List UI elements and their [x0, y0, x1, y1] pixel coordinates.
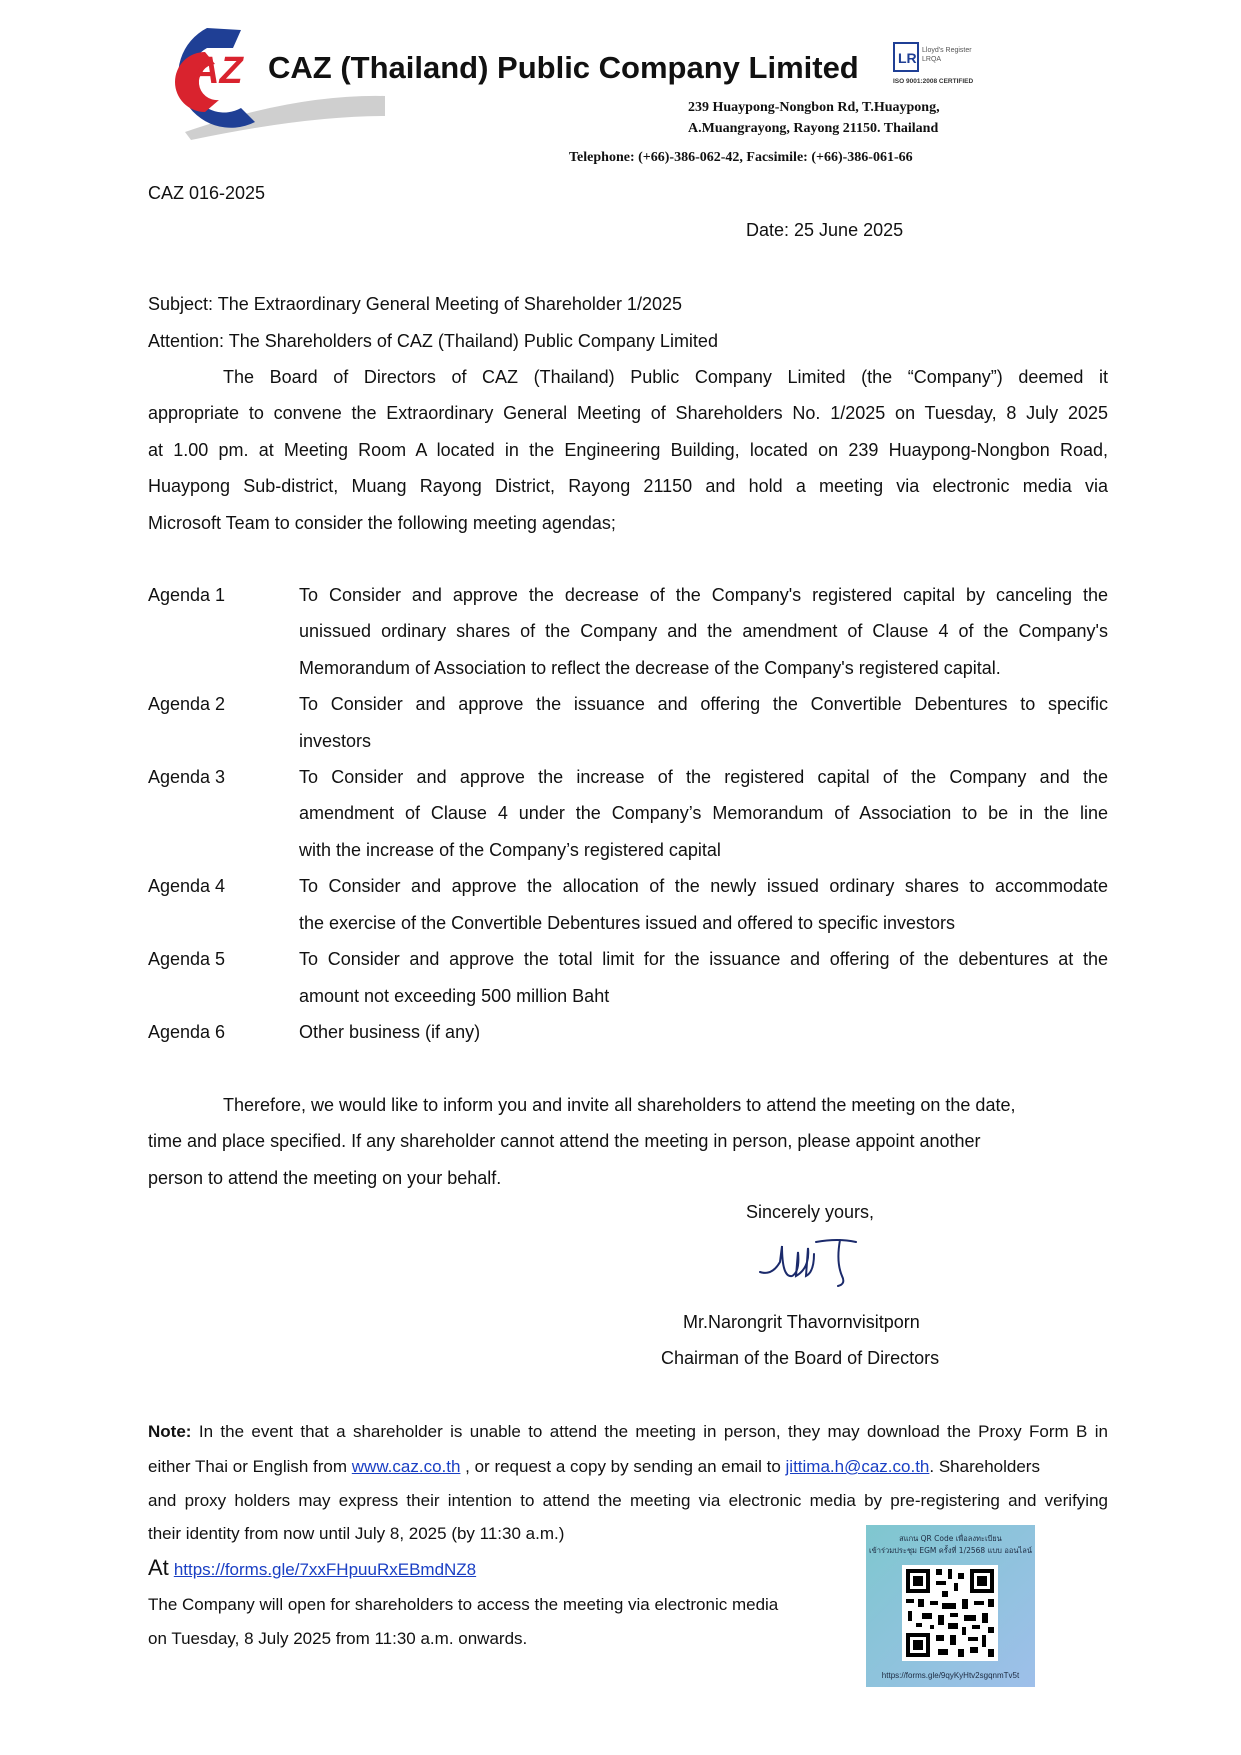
note-line: and proxy holders may express their intention to attend the meeting via electronic media by pre-registering and verifying [148, 1491, 1108, 1510]
note-text: . Shareholders [929, 1457, 1040, 1476]
note-text: In the event that a shareholder is unable to attend the meeting in person, they may download the Proxy Form B in [198, 1422, 1108, 1441]
note-line [148, 1420, 1108, 1444]
intro-line: Huaypong Sub-district, Muang Rayong District, Rayong 21150 and hold a meeting via electronic media via [148, 476, 1108, 496]
closing-line: time and place specified. If any shareholder cannot attend the meeting in person, please appoint another [148, 1131, 981, 1151]
contact-line: Telephone: (+66)-386-062-42, Facsimile: (+66)-386-061-66 [569, 150, 913, 165]
company-logo [145, 24, 390, 148]
attention-line: Attention: The Shareholders of CAZ (Thailand) Public Company Limited [148, 331, 718, 351]
qr-caption-line-2: เข้าร่วมประชุม EGM ครั้งที่ 1/2568 แบบ ออนไลน์ [869, 1546, 1032, 1555]
agenda-label: Agenda 1 [148, 585, 226, 605]
note-text: , or request a copy by sending an email to [460, 1457, 786, 1476]
signatory-title: Chairman of the Board of Directors [661, 1348, 940, 1368]
logo-letters: AZ [192, 50, 243, 92]
qr-code-icon[interactable] [902, 1565, 998, 1661]
intro-line: appropriate to convene the Extraordinary General Meeting of Shareholders No. 1/2025 on Tuesday, 8 July 2025 [148, 403, 1108, 423]
reference-number: CAZ 016-2025 [148, 183, 266, 203]
agenda-line: Other business (if any) [299, 1022, 481, 1042]
note-line [148, 1455, 1108, 1479]
at-label: At [148, 1555, 169, 1580]
agenda-label: Agenda 2 [148, 694, 226, 714]
sign-off: Sincerely yours, [746, 1202, 875, 1222]
note-line: The Company will open for shareholders to access the meeting via electronic media [148, 1595, 779, 1614]
signature [752, 1232, 862, 1290]
intro-line: The Board of Directors of CAZ (Thailand) Public Company Limited (the “Company”) deemed it [223, 367, 1108, 387]
agenda-line: investors [299, 731, 372, 751]
agenda-label: Agenda 5 [148, 949, 226, 969]
iso-standard: ISO 9001:2008 CERTIFIED [893, 78, 974, 85]
closing-line: person to attend the meeting on your behalf. [148, 1168, 502, 1188]
agenda-line: amendment of Clause 4 under the Company’s Memorandum of Association to be in the line [299, 803, 1108, 823]
agenda-line: with the increase of the Company’s registered capital [299, 840, 721, 860]
qr-card [866, 1525, 1035, 1687]
agenda-label: Agenda 4 [148, 876, 226, 896]
qr-url: https://forms.gle/9qyKyHtv2sgqnmTv5t [881, 1671, 1020, 1680]
note-label: Note: [148, 1422, 192, 1441]
agenda-label: Agenda 3 [148, 767, 226, 787]
agenda-line: Memorandum of Association to reflect the decrease of the Company's registered capital. [299, 658, 1001, 678]
closing-line: Therefore, we would like to inform you and invite all shareholders to attend the meeting on the date, [223, 1095, 1016, 1115]
letter-date: Date: 25 June 2025 [746, 220, 904, 240]
certification-mark [893, 42, 993, 88]
address-line-2: A.Muangrayong, Rayong 21150. Thailand [688, 121, 939, 136]
website-link[interactable]: www.caz.co.th [351, 1457, 461, 1476]
intro-line: at 1.00 pm. at Meeting Room A located in the Engineering Building, located on 239 Huaypong-Nongbon Road, [148, 440, 1108, 460]
agenda-label: Agenda 6 [148, 1022, 226, 1042]
intro-line: Microsoft Team to consider the following meeting agendas; [148, 513, 616, 533]
lloyds-register-icon [893, 42, 919, 72]
agenda-line: the exercise of the Convertible Debentures issued and offered to specific investors [299, 913, 956, 933]
agenda-line: To Consider and approve the issuance and offering the Convertible Debentures to specific [299, 694, 1108, 714]
note-line: on Tuesday, 8 July 2025 from 11:30 a.m. onwards. [148, 1629, 528, 1648]
registrar-name: Lloyd's Register LRQA [922, 47, 972, 63]
address-line-1: 239 Huaypong-Nongbon Rd, T.Huaypong, [688, 100, 940, 115]
email-link[interactable]: jittima.h@caz.co.th [785, 1457, 930, 1476]
agenda-line: amount not exceeding 500 million Baht [299, 986, 610, 1006]
company-name: CAZ (Thailand) Public Company Limited [268, 50, 859, 85]
agenda-line: unissued ordinary shares of the Company and the amendment of Clause 4 of the Company's [299, 621, 1108, 641]
qr-caption-line-1: สแกน QR Code เพื่อลงทะเบียน [899, 1534, 1002, 1543]
agenda-line: To Consider and approve the allocation of the newly issued ordinary shares to accommodate [299, 876, 1108, 896]
registration-form-link[interactable]: https://forms.gle/7xxFHpuuRxEBmdNZ8 [173, 1560, 477, 1579]
note-text: either Thai or English from [148, 1457, 352, 1476]
note-line: their identity from now until July 8, 2025 (by 11:30 a.m.) [148, 1524, 565, 1543]
subject-line: Subject: The Extraordinary General Meeting of Shareholder 1/2025 [148, 294, 682, 314]
agenda-line: To Consider and approve the increase of the registered capital of the Company and the [299, 767, 1108, 787]
signatory-name: Mr.Narongrit Thavornvisitporn [683, 1312, 920, 1332]
agenda-line: To Consider and approve the decrease of the Company's registered capital by canceling the [299, 585, 1108, 605]
svg-text:LR: LR [898, 50, 917, 66]
agenda-line: To Consider and approve the total limit for the issuance and offering of the debentures at the [299, 949, 1108, 969]
